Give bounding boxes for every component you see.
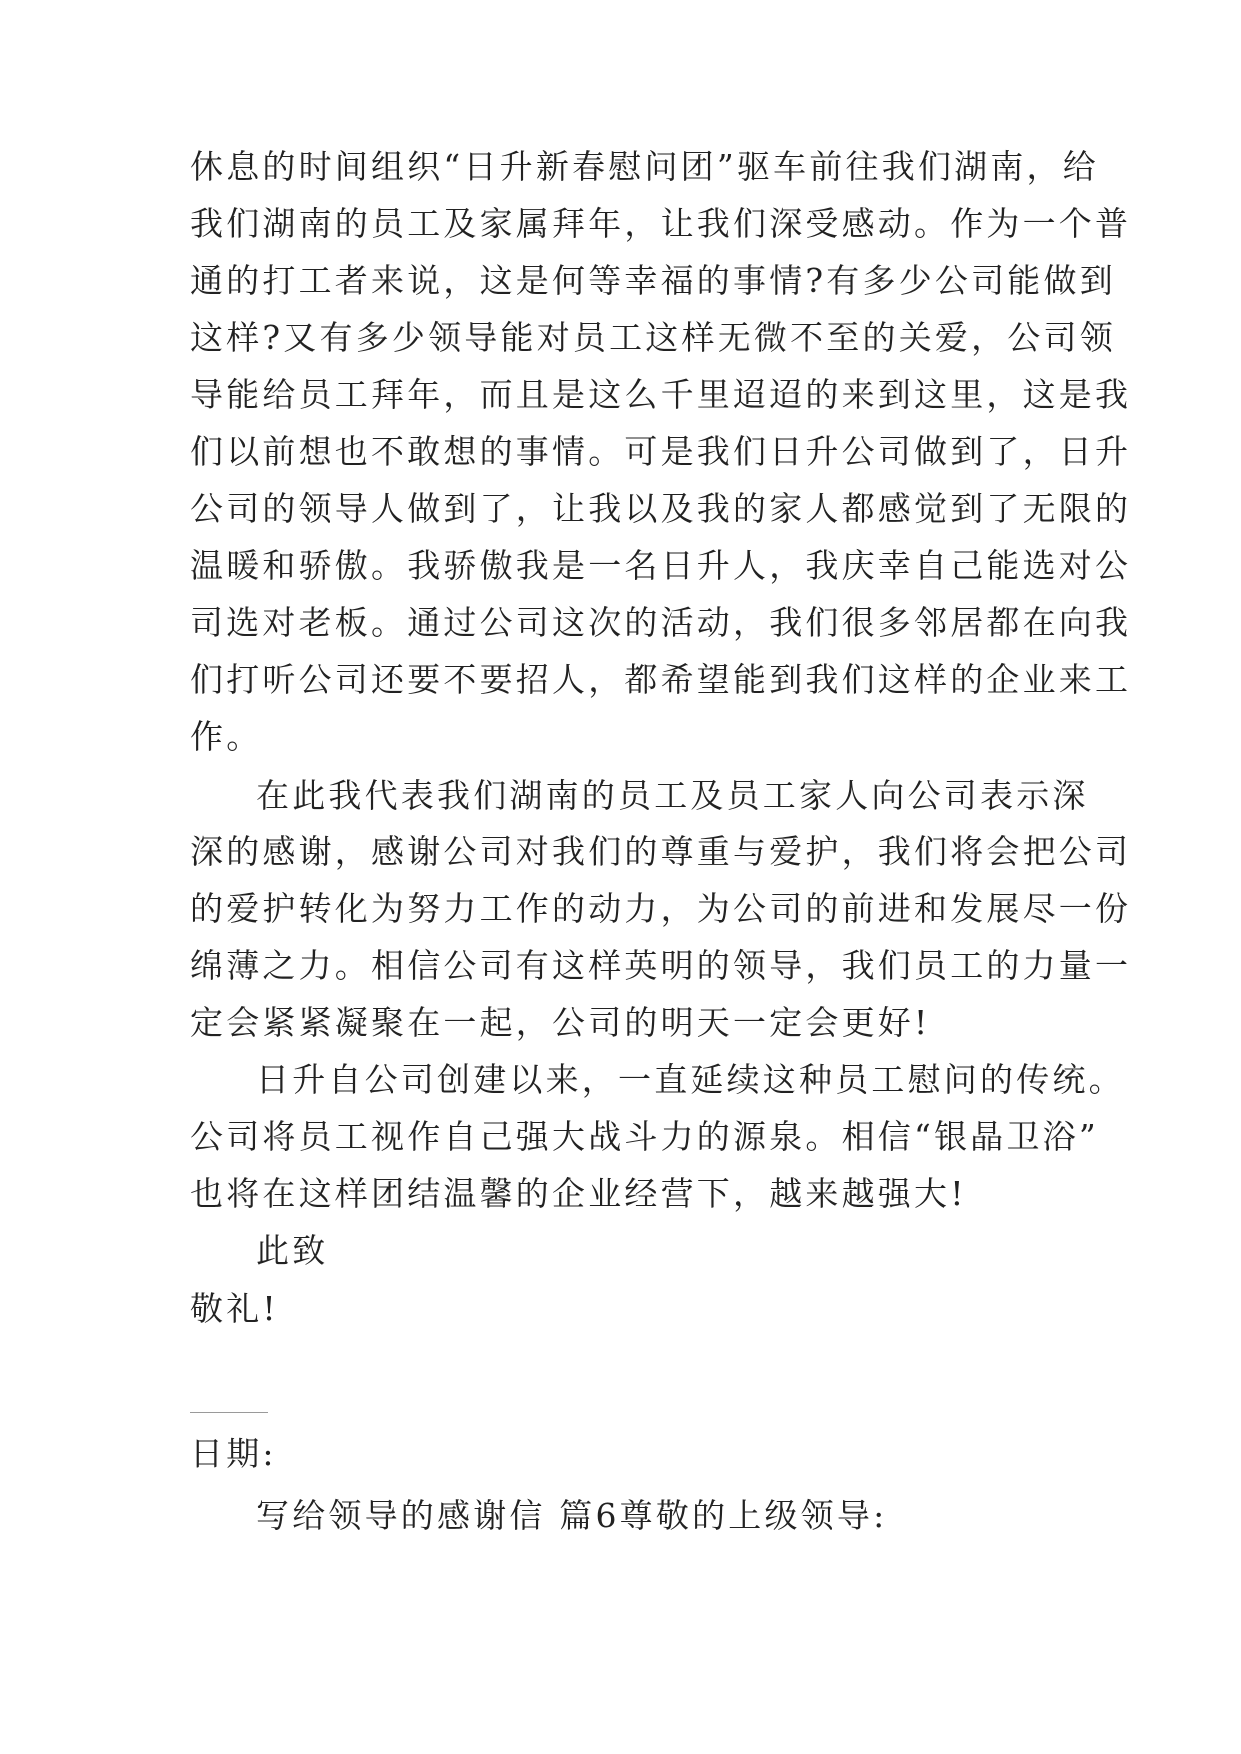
date-label: 日期: [190,1434,277,1473]
paragraph-1-line-8: 温暖和骄傲。我骄傲我是一名日升人，我庆幸自己能选对公 [190,546,1132,585]
paragraph-3-line-1: 日升自公司创建以来，一直延续这种员工慰问的传统。 [256,1060,1125,1099]
paragraph-1-line-4: 这样?又有多少领导能对员工这样无微不至的关爱，公司领 [190,318,1116,357]
signature-line [190,1412,268,1413]
next-letter-heading: 写给领导的感谢信 篇6尊敬的上级领导: [256,1496,888,1535]
paragraph-2-line-3: 的爱护转化为努力工作的动力，为公司的前进和发展尽一份 [190,889,1132,928]
paragraph-2-line-4: 绵薄之力。相信公司有这样英明的领导，我们员工的力量一 [190,946,1132,985]
paragraph-2-line-5: 定会紧紧凝聚在一起，公司的明天一定会更好! [190,1003,931,1042]
paragraph-2-line-2: 深的感谢，感谢公司对我们的尊重与爱护，我们将会把公司 [190,832,1132,871]
paragraph-3-line-3: 也将在这样团结温馨的企业经营下，越来越强大! [190,1174,967,1213]
paragraph-1-line-7: 公司的领导人做到了，让我以及我的家人都感觉到了无限的 [190,489,1132,528]
paragraph-1-line-3: 通的打工者来说，这是何等幸福的事情?有多少公司能做到 [190,261,1116,300]
paragraph-3-line-2: 公司将员工视作自己强大战斗力的源泉。相信“银晶卫浴” [190,1117,1099,1156]
closing-regards: 敬礼! [190,1289,279,1328]
paragraph-1-line-5: 导能给员工拜年，而且是这么千里迢迢的来到这里，这是我 [190,375,1132,414]
paragraph-1-line-10: 们打听公司还要不要招人，都希望能到我们这样的企业来工 [190,660,1132,699]
paragraph-1-line-9: 司选对老板。通过公司这次的活动，我们很多邻居都在向我 [190,603,1132,642]
paragraph-1-line-11: 作。 [190,717,263,756]
closing-salutation: 此致 [256,1231,329,1270]
paragraph-2-line-1: 在此我代表我们湖南的员工及员工家人向公司表示深 [256,776,1089,815]
paragraph-1-line-1: 休息的时间组织“日升新春慰问团”驱车前往我们湖南，给 [190,147,1099,186]
paragraph-1-line-6: 们以前想也不敢想的事情。可是我们日升公司做到了，日升 [190,432,1132,471]
paragraph-1-line-2: 我们湖南的员工及家属拜年，让我们深受感动。作为一个普 [190,204,1132,243]
